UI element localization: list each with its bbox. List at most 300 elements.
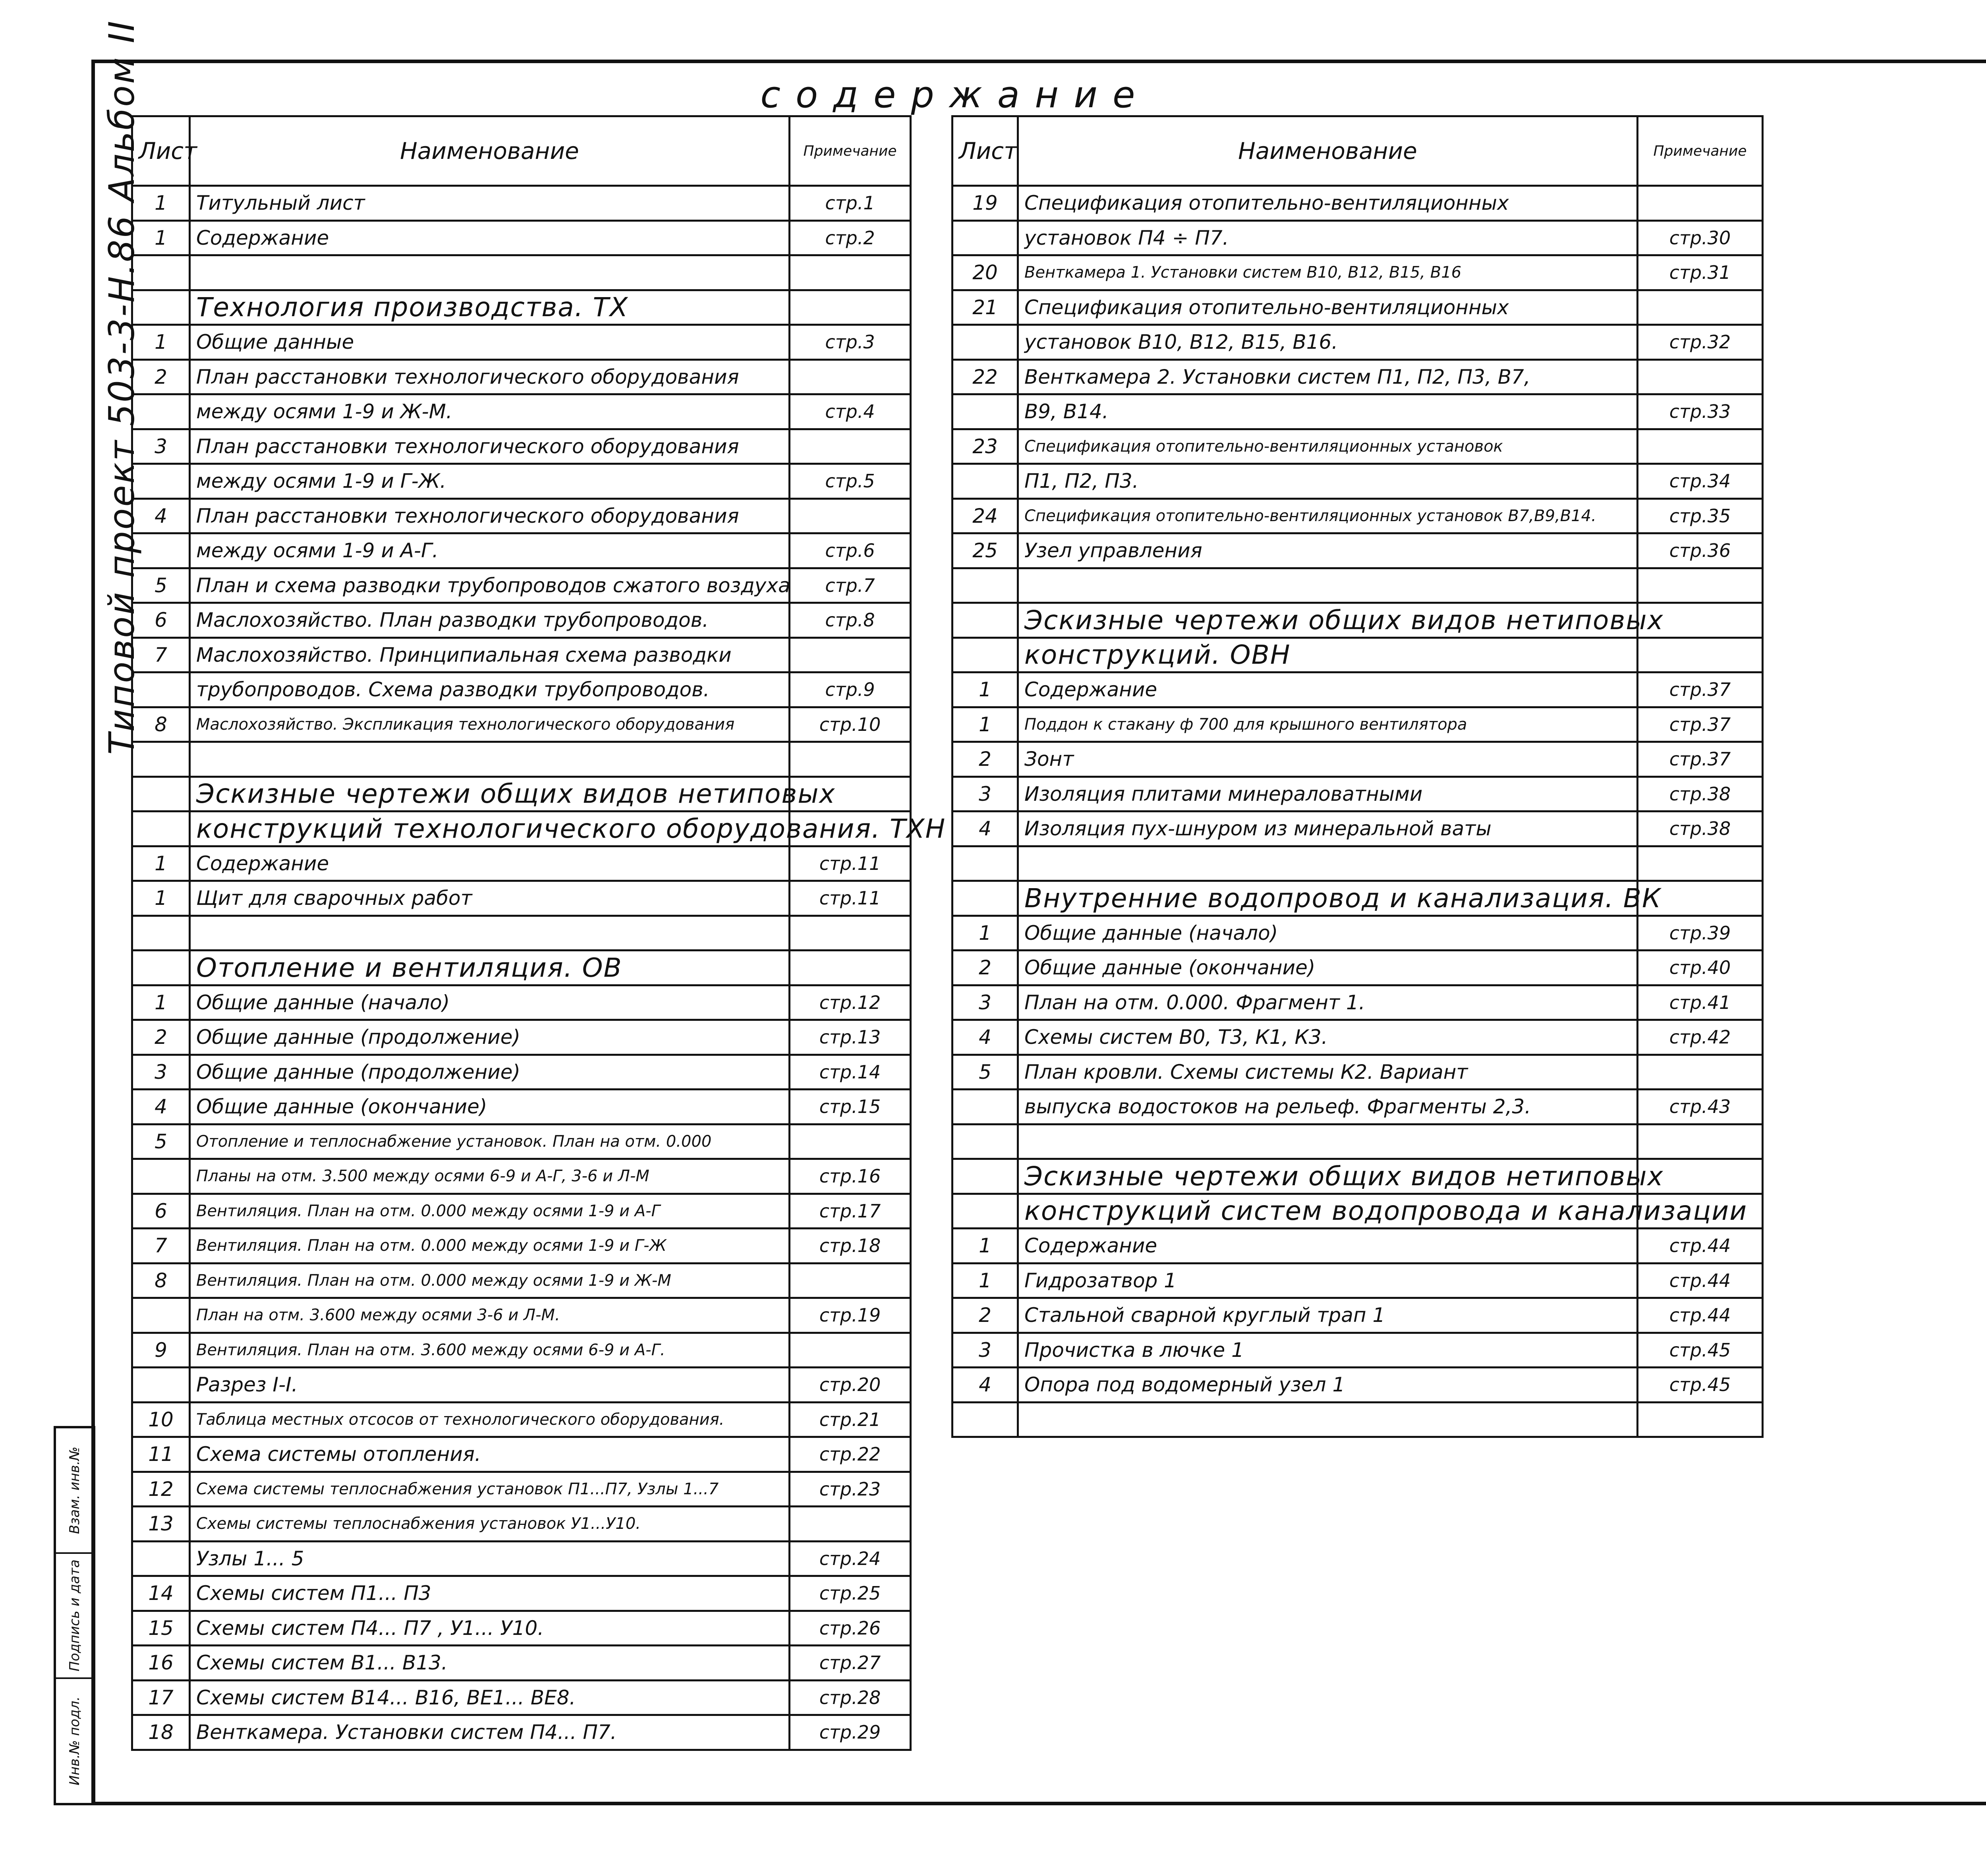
row-sheet-number: 11	[132, 1437, 190, 1472]
row-sheet-number	[132, 255, 190, 290]
row-name: Спецификация отопительно-вентиляционных	[1018, 290, 1638, 325]
row-sheet-number	[132, 951, 190, 985]
table-row	[132, 603, 911, 638]
row-sheet-number	[132, 533, 190, 568]
page-title: содержание	[760, 73, 1150, 116]
row-sheet-number	[952, 464, 1018, 499]
row-sheet-number	[132, 1159, 190, 1194]
row-page-ref: стр.44	[1638, 1263, 1763, 1298]
stamp-label: Инв.№ подл.	[66, 1696, 83, 1786]
row-page-ref	[790, 916, 911, 951]
row-name: установок П4 ÷ П7.	[1018, 220, 1638, 255]
row-sheet-number: 1	[132, 881, 190, 916]
row-page-ref	[1638, 638, 1763, 672]
row-sheet-number	[132, 394, 190, 429]
row-page-ref	[790, 498, 911, 533]
side-label: Типовой проект 503-3-Н.86 Альбом II	[101, 19, 142, 755]
row-name: Изоляция пух-шнуром из минеральной ваты	[1018, 811, 1638, 846]
row-sheet-number: 20	[952, 255, 1018, 290]
row-sheet-number: 13	[132, 1507, 190, 1542]
row-sheet-number	[952, 638, 1018, 672]
table-row	[132, 220, 911, 255]
row-page-ref: стр.15	[790, 1090, 911, 1124]
row-sheet-number: 4	[952, 1368, 1018, 1403]
table-row	[952, 1402, 1763, 1437]
row-page-ref: стр.21	[790, 1402, 911, 1437]
row-page-ref: стр.8	[790, 603, 911, 638]
row-page-ref	[790, 429, 911, 464]
table-row	[952, 985, 1763, 1020]
row-page-ref	[790, 359, 911, 394]
row-sheet-number: 3	[132, 429, 190, 464]
row-page-ref: стр.44	[1638, 1229, 1763, 1264]
contents-table-right	[951, 115, 1764, 1438]
row-name: План расстановки технологического оборудования	[190, 498, 790, 533]
row-name: Венткамера. Установки систем П4... П7.	[190, 1715, 790, 1750]
table-row	[132, 1437, 911, 1472]
row-name: Изоляция плитами минераловатными	[1018, 777, 1638, 811]
row-page-ref: стр.27	[790, 1646, 911, 1681]
table-row	[132, 533, 911, 568]
row-sheet-number: 1	[132, 985, 190, 1020]
stamp-box	[54, 1426, 95, 1805]
table-row	[132, 638, 911, 672]
row-page-ref	[790, 1507, 911, 1542]
row-name: Схемы систем В0, Т3, К1, К3.	[1018, 1020, 1638, 1055]
row-sheet-number	[952, 394, 1018, 429]
row-page-ref: стр.14	[790, 1055, 911, 1090]
row-sheet-number: 1	[952, 1229, 1018, 1264]
table-row	[952, 1159, 1763, 1194]
row-page-ref	[790, 1263, 911, 1298]
row-page-ref: стр.36	[1638, 533, 1763, 568]
row-page-ref: стр.28	[790, 1680, 911, 1715]
row-name: Зонт	[1018, 742, 1638, 777]
row-sheet-number: 23	[952, 429, 1018, 464]
table-row	[952, 1229, 1763, 1264]
table-row	[132, 985, 911, 1020]
row-sheet-number: 1	[132, 325, 190, 360]
table-row	[132, 290, 911, 325]
header-sheet: Лист	[132, 116, 190, 186]
row-sheet-number: 8	[132, 1263, 190, 1298]
row-name: установок В10, В12, В15, В16.	[1018, 325, 1638, 360]
table-row	[952, 1298, 1763, 1333]
table-row	[132, 1680, 911, 1715]
row-sheet-number: 4	[132, 498, 190, 533]
row-sheet-number: 2	[132, 359, 190, 394]
row-name: Общие данные (продолжение)	[190, 1020, 790, 1055]
row-sheet-number: 3	[952, 1333, 1018, 1368]
row-name: Схема системы теплоснабжения установок П1...П7, Узлы 1...7	[190, 1472, 790, 1507]
row-sheet-number: 2	[952, 951, 1018, 985]
row-sheet-number: 17	[132, 1680, 190, 1715]
table-row	[952, 568, 1763, 603]
table-row	[132, 359, 911, 394]
table-row	[952, 638, 1763, 672]
table-row	[952, 533, 1763, 568]
row-sheet-number	[132, 742, 190, 777]
row-name	[1018, 1124, 1638, 1159]
table-row	[952, 1020, 1763, 1055]
table-row	[132, 1472, 911, 1507]
table-row	[132, 916, 911, 951]
row-name: Прочистка в лючке 1	[1018, 1333, 1638, 1368]
row-page-ref: стр.31	[1638, 255, 1763, 290]
row-sheet-number	[132, 464, 190, 499]
row-name: Эскизные чертежи общих видов нетиповых	[1018, 1159, 1638, 1194]
row-name: Вентиляция. План на отм. 3.600 между осями 6-9 и А-Г.	[190, 1333, 790, 1368]
row-sheet-number: 1	[132, 846, 190, 881]
row-sheet-number	[952, 846, 1018, 881]
row-name: Маслохозяйство. Принципиальная схема разводки	[190, 638, 790, 672]
row-name: конструкций. ОВН	[1018, 638, 1638, 672]
row-name: Спецификация отопительно-вентиляционных установок	[1018, 429, 1638, 464]
row-name: Опора под водомерный узел 1	[1018, 1368, 1638, 1403]
table-row	[132, 1159, 911, 1194]
table-row	[132, 1368, 911, 1403]
row-page-ref: стр.29	[790, 1715, 911, 1750]
table-row	[952, 742, 1763, 777]
row-sheet-number	[952, 1090, 1018, 1124]
row-page-ref: стр.37	[1638, 707, 1763, 742]
table-row	[952, 1124, 1763, 1159]
row-name	[190, 916, 790, 951]
table-row	[132, 1507, 911, 1542]
row-sheet-number: 16	[132, 1646, 190, 1681]
row-sheet-number	[952, 325, 1018, 360]
row-page-ref	[790, 1124, 911, 1159]
row-name: между осями 1-9 и А-Г.	[190, 533, 790, 568]
row-name: Узел управления	[1018, 533, 1638, 568]
table-row	[132, 1055, 911, 1090]
table-row	[952, 255, 1763, 290]
row-name: Общие данные (продолжение)	[190, 1055, 790, 1090]
row-page-ref	[790, 1333, 911, 1368]
table-row	[952, 498, 1763, 533]
table-row	[952, 777, 1763, 811]
row-sheet-number	[952, 1124, 1018, 1159]
row-name: Содержание	[1018, 672, 1638, 707]
row-page-ref: стр.24	[790, 1541, 911, 1576]
row-sheet-number: 2	[132, 1020, 190, 1055]
table-row	[132, 777, 911, 811]
row-sheet-number: 4	[132, 1090, 190, 1124]
header-name: Наименование	[190, 116, 790, 186]
row-name: Общие данные (начало)	[190, 985, 790, 1020]
row-name: Узлы 1... 5	[190, 1541, 790, 1576]
row-page-ref	[790, 951, 911, 985]
table-row	[952, 881, 1763, 916]
row-sheet-number: 7	[132, 638, 190, 672]
row-page-ref: стр.33	[1638, 394, 1763, 429]
table-row	[952, 916, 1763, 951]
row-sheet-number: 1	[952, 1263, 1018, 1298]
row-name: План расстановки технологического оборудования	[190, 429, 790, 464]
row-name: выпуска водостоков на рельеф. Фрагменты 2,3.	[1018, 1090, 1638, 1124]
row-name: Схемы системы теплоснабжения установок У1...У10.	[190, 1507, 790, 1542]
row-name	[1018, 1402, 1638, 1437]
row-name: Отопление и вентиляция. ОВ	[190, 951, 790, 985]
row-name: Титульный лист	[190, 186, 790, 221]
row-page-ref: стр.38	[1638, 777, 1763, 811]
row-name: Венткамера 1. Установки систем В10, В12, В15, В16	[1018, 255, 1638, 290]
row-sheet-number: 22	[952, 359, 1018, 394]
row-name: Общие данные (окончание)	[190, 1090, 790, 1124]
row-sheet-number: 1	[952, 916, 1018, 951]
row-sheet-number	[952, 568, 1018, 603]
table-row	[132, 498, 911, 533]
table-row	[132, 742, 911, 777]
row-page-ref: стр.1	[790, 186, 911, 221]
row-page-ref: стр.34	[1638, 464, 1763, 499]
row-sheet-number: 1	[952, 707, 1018, 742]
row-page-ref: стр.16	[790, 1159, 911, 1194]
table-row	[132, 429, 911, 464]
table-row	[952, 1194, 1763, 1229]
table-row	[952, 186, 1763, 221]
table-row	[952, 672, 1763, 707]
row-page-ref: стр.37	[1638, 742, 1763, 777]
stamp-cell	[56, 1677, 93, 1803]
stamp-cell	[56, 1552, 93, 1678]
table-row	[132, 1646, 911, 1681]
row-sheet-number: 9	[132, 1333, 190, 1368]
row-page-ref: стр.45	[1638, 1368, 1763, 1403]
row-sheet-number: 24	[952, 498, 1018, 533]
row-page-ref	[1638, 846, 1763, 881]
row-sheet-number	[952, 1402, 1018, 1437]
row-sheet-number: 1	[132, 220, 190, 255]
table-row	[132, 1263, 911, 1298]
row-sheet-number	[952, 881, 1018, 916]
table-row	[132, 811, 911, 846]
table-row	[952, 951, 1763, 985]
table-row	[952, 1055, 1763, 1090]
row-name: Схемы систем В14... В16, ВЕ1... ВЕ8.	[190, 1680, 790, 1715]
row-name: Спецификация отопительно-вентиляционных установок В7,В9,В14.	[1018, 498, 1638, 533]
row-name: Маслохозяйство. Экспликация технологического оборудования	[190, 707, 790, 742]
row-sheet-number: 3	[952, 777, 1018, 811]
row-sheet-number: 2	[952, 742, 1018, 777]
row-name: Поддон к стакану ф 700 для крышного вентилятора	[1018, 707, 1638, 742]
table-row	[132, 464, 911, 499]
header-sheet: Лист	[952, 116, 1018, 186]
row-page-ref: стр.11	[790, 881, 911, 916]
row-sheet-number: 3	[132, 1055, 190, 1090]
row-sheet-number: 10	[132, 1402, 190, 1437]
table-row	[132, 255, 911, 290]
table-row	[952, 464, 1763, 499]
row-page-ref: стр.23	[790, 1472, 911, 1507]
table-row	[132, 846, 911, 881]
table-row	[952, 1368, 1763, 1403]
table-row	[132, 881, 911, 916]
row-name: Общие данные	[190, 325, 790, 360]
row-page-ref: стр.20	[790, 1368, 911, 1403]
row-page-ref	[790, 290, 911, 325]
row-page-ref: стр.25	[790, 1576, 911, 1611]
header-note: Примечание	[790, 116, 911, 186]
row-page-ref	[1638, 359, 1763, 394]
row-page-ref: стр.30	[1638, 220, 1763, 255]
row-page-ref	[1638, 568, 1763, 603]
stamp-cell	[56, 1428, 93, 1552]
table-row	[132, 1333, 911, 1368]
table-row	[132, 325, 911, 360]
row-name: Вентиляция. План на отм. 0.000 между осями 1-9 и А-Г	[190, 1194, 790, 1229]
row-sheet-number: 5	[132, 1124, 190, 1159]
table-row	[132, 1611, 911, 1646]
row-sheet-number: 4	[952, 1020, 1018, 1055]
row-name: Разрез I-I.	[190, 1368, 790, 1403]
row-name: План на отм. 0.000. Фрагмент 1.	[1018, 985, 1638, 1020]
row-sheet-number	[952, 220, 1018, 255]
row-page-ref: стр.17	[790, 1194, 911, 1229]
table-row	[952, 325, 1763, 360]
row-name: Венткамера 2. Установки систем П1, П2, П3, В7,	[1018, 359, 1638, 394]
row-page-ref: стр.7	[790, 568, 911, 603]
table-row	[132, 1194, 911, 1229]
row-sheet-number: 5	[952, 1055, 1018, 1090]
row-sheet-number	[132, 1541, 190, 1576]
row-sheet-number: 8	[132, 707, 190, 742]
row-page-ref: стр.45	[1638, 1333, 1763, 1368]
table-row	[952, 707, 1763, 742]
table-row	[132, 951, 911, 985]
row-name: трубопроводов. Схема разводки трубопроводов.	[190, 672, 790, 707]
table-row	[952, 290, 1763, 325]
row-page-ref: стр.32	[1638, 325, 1763, 360]
row-sheet-number	[952, 1194, 1018, 1229]
row-sheet-number	[952, 603, 1018, 638]
table-row	[132, 707, 911, 742]
table-row	[132, 1090, 911, 1124]
row-sheet-number: 18	[132, 1715, 190, 1750]
row-name: Содержание	[190, 846, 790, 881]
row-name: План на отм. 3.600 между осями 3-6 и Л-М.	[190, 1298, 790, 1333]
row-sheet-number: 2	[952, 1298, 1018, 1333]
row-name: В9, В14.	[1018, 394, 1638, 429]
row-page-ref: стр.9	[790, 672, 911, 707]
row-page-ref	[1638, 1124, 1763, 1159]
row-sheet-number: 15	[132, 1611, 190, 1646]
header-name: Наименование	[1018, 116, 1638, 186]
row-sheet-number: 1	[132, 186, 190, 221]
row-page-ref	[1638, 186, 1763, 221]
stamp-label: Подпись и дата	[66, 1559, 83, 1672]
table-row	[952, 811, 1763, 846]
row-name	[190, 742, 790, 777]
row-sheet-number: 21	[952, 290, 1018, 325]
row-sheet-number: 19	[952, 186, 1018, 221]
table-row	[952, 1090, 1763, 1124]
table-row	[132, 672, 911, 707]
table-row	[132, 1402, 911, 1437]
row-page-ref: стр.18	[790, 1229, 911, 1264]
row-sheet-number: 7	[132, 1229, 190, 1264]
table-row	[132, 394, 911, 429]
header-note: Примечание	[1638, 116, 1763, 186]
row-name	[1018, 568, 1638, 603]
table-header	[952, 116, 1763, 186]
table-row	[952, 359, 1763, 394]
row-name: Схема системы отопления.	[190, 1437, 790, 1472]
row-name: Вентиляция. План на отм. 0.000 между осями 1-9 и Ж-М	[190, 1263, 790, 1298]
row-name: Схемы систем В1... В13.	[190, 1646, 790, 1681]
table-row	[952, 1263, 1763, 1298]
table-row	[132, 568, 911, 603]
table-row	[952, 429, 1763, 464]
contents-table-left	[131, 115, 946, 1751]
row-sheet-number: 5	[132, 568, 190, 603]
row-sheet-number: 1	[952, 672, 1018, 707]
row-page-ref: стр.10	[790, 707, 911, 742]
row-name: Эскизные чертежи общих видов нетиповых	[190, 777, 790, 811]
row-sheet-number	[132, 916, 190, 951]
row-page-ref: стр.3	[790, 325, 911, 360]
row-sheet-number	[132, 1368, 190, 1403]
row-sheet-number: 12	[132, 1472, 190, 1507]
row-page-ref: стр.42	[1638, 1020, 1763, 1055]
row-name: Общие данные (начало)	[1018, 916, 1638, 951]
row-sheet-number	[132, 811, 190, 846]
row-name: Гидрозатвор 1	[1018, 1263, 1638, 1298]
row-page-ref: стр.38	[1638, 811, 1763, 846]
table-row	[132, 186, 911, 221]
table-row	[952, 846, 1763, 881]
table-row	[132, 1541, 911, 1576]
row-name: Содержание	[190, 220, 790, 255]
row-sheet-number: 4	[952, 811, 1018, 846]
row-page-ref: стр.13	[790, 1020, 911, 1055]
row-page-ref: стр.37	[1638, 672, 1763, 707]
row-name: конструкций систем водопровода и канализации	[1018, 1194, 1638, 1229]
row-name: План расстановки технологического оборудования	[190, 359, 790, 394]
row-name: Планы на отм. 3.500 между осями 6-9 и А-Г, 3-6 и Л-М	[190, 1159, 790, 1194]
table-row	[132, 1298, 911, 1333]
row-name: План кровли. Схемы системы К2. Вариант	[1018, 1055, 1638, 1090]
row-page-ref: стр.6	[790, 533, 911, 568]
row-page-ref: стр.35	[1638, 498, 1763, 533]
row-name: Стальной сварной круглый трап 1	[1018, 1298, 1638, 1333]
row-page-ref: стр.44	[1638, 1298, 1763, 1333]
row-name: Общие данные (окончание)	[1018, 951, 1638, 985]
row-sheet-number: 14	[132, 1576, 190, 1611]
row-name: Маслохозяйство. План разводки трубопроводов.	[190, 603, 790, 638]
table-row	[132, 1715, 911, 1750]
row-page-ref: стр.26	[790, 1611, 911, 1646]
row-name: Вентиляция. План на отм. 0.000 между осями 1-9 и Г-Ж	[190, 1229, 790, 1264]
row-sheet-number	[132, 290, 190, 325]
row-name: План и схема разводки трубопроводов сжатого воздуха	[190, 568, 790, 603]
row-name: между осями 1-9 и Ж-М.	[190, 394, 790, 429]
row-sheet-number	[132, 672, 190, 707]
row-sheet-number: 3	[952, 985, 1018, 1020]
row-name: П1, П2, П3.	[1018, 464, 1638, 499]
row-name: Эскизные чертежи общих видов нетиповых	[1018, 603, 1638, 638]
row-name: Спецификация отопительно-вентиляционных	[1018, 186, 1638, 221]
table-row	[132, 1020, 911, 1055]
row-page-ref: стр.4	[790, 394, 911, 429]
row-page-ref	[1638, 290, 1763, 325]
row-page-ref: стр.39	[1638, 916, 1763, 951]
row-name	[1018, 846, 1638, 881]
row-name: Содержание	[1018, 1229, 1638, 1264]
row-name	[190, 255, 790, 290]
row-name: между осями 1-9 и Г-Ж.	[190, 464, 790, 499]
row-page-ref: стр.5	[790, 464, 911, 499]
